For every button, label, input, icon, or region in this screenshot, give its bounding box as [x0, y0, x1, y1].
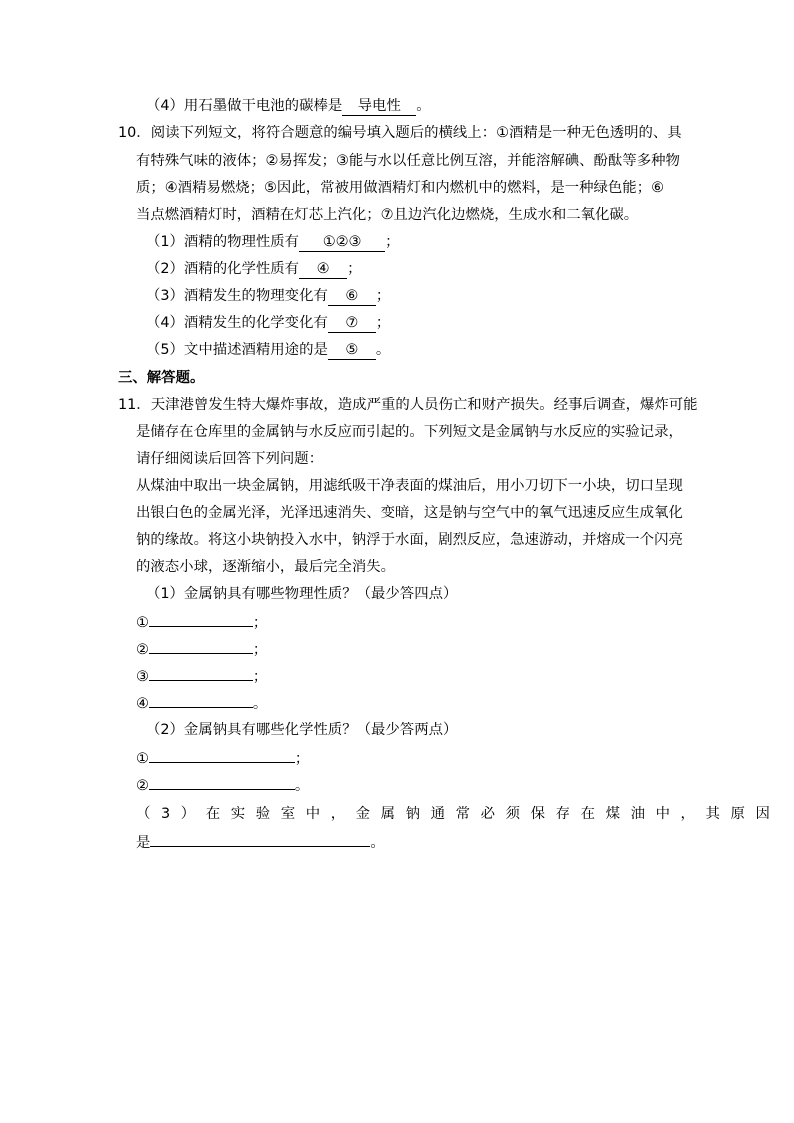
- q11-part2-prompt: （2）金属钠具有哪些化学性质？（最少答两点）: [146, 722, 458, 738]
- item-suffix: ；: [294, 751, 310, 767]
- q11-part1-item-3: [136, 665, 267, 687]
- q10-part4-answer: ⑦: [328, 315, 376, 333]
- q10-part2-prefix: （2）酒精的化学性质有: [146, 261, 300, 277]
- q10-part3-prefix: （3）酒精发生的物理变化有: [146, 288, 328, 304]
- q9-part4-answer: 导电性: [342, 98, 416, 116]
- answer-blank[interactable]: [149, 665, 253, 681]
- q10-part3-suffix: ；: [375, 288, 391, 304]
- q11-part1-item-2: [136, 638, 267, 660]
- q11-part3-line-2: [136, 831, 385, 853]
- q10-part3-answer: ⑥: [328, 288, 376, 306]
- q11-line-6: 钠的缘故。将这小块钠投入水中，钠浮于水面，剧烈反应，急速游动，并熔成一个闪亮: [136, 532, 683, 548]
- q11-part1-prompt: （1）金属钠具有哪些物理性质？（最少答四点）: [146, 586, 458, 602]
- q9-part4-prefix: （4）用石墨做干电池的碳棒是: [146, 98, 343, 114]
- item-suffix: ；: [252, 642, 268, 658]
- q11-part1-item-4: [136, 692, 267, 714]
- item-marker: ②: [136, 778, 149, 794]
- q11-line-7: 的液态小球，逐渐缩小，最后完全消失。: [136, 559, 396, 575]
- item-marker: ②: [136, 642, 149, 658]
- q10-part2-suffix: ；: [347, 261, 362, 277]
- q11-part1-item-1: [136, 611, 267, 633]
- q10-text-1: 阅读下列短文，将符合题意的编号填入题后的横线上：①酒精是一种无色透明的、具: [150, 125, 682, 141]
- q10-part5: [146, 340, 390, 360]
- q10-part1-suffix: ；: [385, 234, 400, 250]
- answer-blank[interactable]: [149, 747, 295, 763]
- item-marker: ①: [136, 751, 149, 767]
- item-marker: ④: [136, 696, 149, 712]
- item-suffix: 。: [252, 696, 268, 712]
- q11-part3-suffix: 。: [370, 835, 385, 851]
- q10-line-3: 质；④酒精易燃烧；⑤因此，常被用做酒精灯和内燃机中的燃料，是一种绿色能；⑥: [136, 180, 664, 196]
- q11-line-4: 从煤油中取出一块金属钠，用滤纸吸干净表面的煤油后，用小刀切下一小块，切口呈现: [136, 478, 683, 494]
- q11-line-1: [118, 395, 698, 415]
- q10-line-2: 有特殊气味的液体；②易挥发；③能与水以任意比例互溶，并能溶解碘、酚酞等多种物: [136, 153, 680, 169]
- q11-line-5: 出银白色的金属光泽，光泽迅速消失、变暗，这是钠与空气中的氧气迅速反应生成氧化: [136, 505, 683, 521]
- q10-part1-answer: ①②③: [299, 234, 385, 252]
- answer-blank[interactable]: [149, 638, 253, 654]
- q11-part2-item-2: [136, 774, 309, 796]
- q11-part2-item-1: [136, 747, 309, 769]
- section-3-heading: 三、解答题。: [118, 370, 205, 386]
- q9-part4-line: [146, 96, 431, 116]
- q10-part4-suffix: ；: [375, 315, 391, 331]
- q11-number: 11．: [118, 397, 151, 413]
- q10-part1-prefix: （1）酒精的物理性质有: [146, 234, 300, 250]
- answer-blank[interactable]: [149, 774, 295, 790]
- q10-part5-answer: ⑤: [328, 342, 376, 360]
- q10-number: 10．: [118, 125, 151, 141]
- q10-part3: [146, 286, 390, 306]
- item-suffix: ；: [252, 669, 268, 685]
- q9-part4-suffix: 。: [416, 98, 431, 114]
- q10-part2-answer: ④: [299, 261, 347, 279]
- q10-line-4: 当点燃酒精灯时，酒精在灯芯上汽化；⑦且边汽化边燃烧，生成水和二氧化碳。: [136, 207, 639, 223]
- q10-part4: [146, 313, 390, 333]
- q11-part3-prefix: 是: [136, 835, 151, 851]
- q10-part5-suffix: 。: [375, 342, 391, 358]
- item-marker: ①: [136, 615, 149, 631]
- answer-blank[interactable]: [150, 831, 370, 847]
- answer-blank[interactable]: [149, 611, 253, 627]
- q11-text-1: 天津港曾发生特大爆炸事故，造成严重的人员伤亡和财产损失。经事后调查，爆炸可能: [150, 397, 698, 413]
- answer-blank[interactable]: [149, 692, 253, 708]
- q10-line-1: [118, 123, 682, 143]
- q10-part4-prefix: （4）酒精发生的化学变化有: [146, 315, 328, 331]
- q10-part1: [146, 232, 399, 252]
- q10-part2: [146, 259, 361, 279]
- item-suffix: 。: [294, 778, 310, 794]
- q10-part5-prefix: （5）文中描述酒精用途的是: [146, 342, 328, 358]
- q11-part3-line-1: （3）在实验室中，金属钠通常必须保存在煤油中，其原因: [136, 806, 781, 822]
- item-suffix: ；: [252, 615, 268, 631]
- item-marker: ③: [136, 669, 149, 685]
- q11-line-3: 请仔细阅读后回答下列问题：: [136, 451, 324, 467]
- q11-line-2: 是储存在仓库里的金属钠与水反应而引起的。下列短文是金属钠与水反应的实验记录，: [136, 424, 683, 440]
